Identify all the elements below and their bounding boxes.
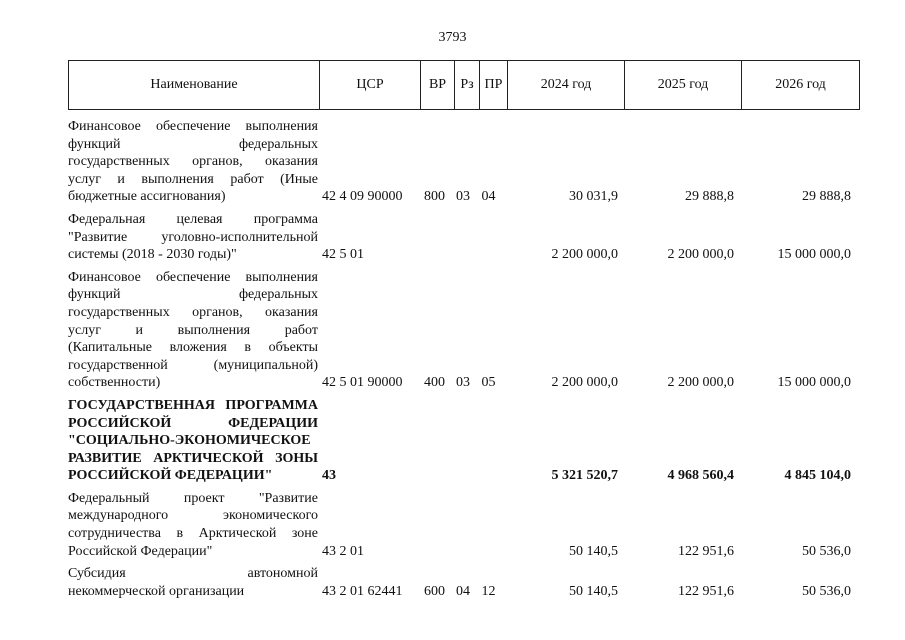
row-name-line: государственных органов, оказания <box>68 304 318 320</box>
header-vr: ВР <box>421 61 455 110</box>
cell-pr: 12 <box>481 583 496 599</box>
cell-y2025: 4 968 560,4 <box>667 468 734 484</box>
cell-csr: 42 5 01 <box>322 247 364 263</box>
row-name-line: Финансовое обеспечение выполнения <box>68 119 318 134</box>
row-name-line: услуг и выполнения работ <box>68 322 318 338</box>
cell-y2026: 15 000 000,0 <box>777 375 851 391</box>
cell-y2025: 122 951,6 <box>678 583 734 599</box>
cell-csr: 43 2 01 62441 <box>322 583 403 599</box>
row-name-line: РАЗВИТИЕ АРКТИЧЕСКОЙ ЗОНЫ <box>68 450 318 466</box>
cell-y2026: 15 000 000,0 <box>777 247 851 263</box>
cell-y2024: 50 140,5 <box>569 543 618 559</box>
row-name-line: Федеральная целевая программа <box>68 211 318 227</box>
table-row <box>68 269 852 392</box>
cell-y2024: 30 031,9 <box>569 189 618 205</box>
cell-y2024: 2 200 000,0 <box>551 375 618 391</box>
cell-y2026: 50 536,0 <box>802 583 851 599</box>
table-row <box>68 211 852 264</box>
cell-csr: 42 4 09 90000 <box>322 189 403 205</box>
table-row <box>68 397 852 485</box>
table-row <box>68 118 852 206</box>
cell-rz: 04 <box>456 583 470 599</box>
row-name-line: "СОЦИАЛЬНО-ЭКОНОМИЧЕСКОЕ <box>68 433 311 449</box>
row-name-line: (Капитальные вложения в объекты <box>68 340 318 356</box>
row-name <box>68 118 318 206</box>
row-name-line: услуг и выполнения работ (Иные <box>68 171 318 187</box>
cell-y2025: 29 888,8 <box>685 189 734 205</box>
cell-csr: 43 <box>322 468 336 484</box>
table-header <box>68 60 860 110</box>
row-name-line: функций федеральных <box>68 136 318 152</box>
cell-y2025: 2 200 000,0 <box>667 247 734 263</box>
cell-csr: 42 5 01 90000 <box>322 375 403 391</box>
row-name-line: РОССИЙСКОЙ ФЕДЕРАЦИИ <box>68 415 318 431</box>
cell-vr: 400 <box>424 375 445 391</box>
cell-y2026: 4 845 104,0 <box>784 468 851 484</box>
row-name-line: международного экономического <box>68 508 318 524</box>
header-csr: ЦСР <box>320 61 421 110</box>
cell-y2025: 122 951,6 <box>678 543 734 559</box>
row-name-line: государственной (муниципальной) <box>68 357 318 373</box>
row-name-line: собственности) <box>68 375 161 391</box>
cell-y2026: 29 888,8 <box>802 189 851 205</box>
cell-pr: 05 <box>481 375 496 391</box>
row-name <box>68 211 318 264</box>
table-body <box>68 118 852 605</box>
header-2024: 2024 год <box>508 61 625 110</box>
cell-rz: 03 <box>456 375 470 391</box>
header-2026: 2026 год <box>742 61 860 110</box>
header-rz: Рз <box>455 61 480 110</box>
row-name-line: ГОСУДАРСТВЕННАЯ ПРОГРАММА <box>68 397 318 413</box>
cell-vr: 600 <box>424 583 445 599</box>
row-name <box>68 565 318 600</box>
cell-y2026: 50 536,0 <box>802 543 851 559</box>
row-name-line: системы (2018 - 2030 годы)" <box>68 247 237 263</box>
row-name-line: РОССИЙСКОЙ ФЕДЕРАЦИИ" <box>68 468 273 484</box>
row-name-line: некоммерческой организации <box>68 583 245 599</box>
cell-pr: 04 <box>481 189 496 205</box>
cell-y2024: 2 200 000,0 <box>551 247 618 263</box>
row-name-line: Финансовое обеспечение выполнения <box>68 269 318 285</box>
header-2025: 2025 год <box>625 61 742 110</box>
cell-y2024: 50 140,5 <box>569 583 618 599</box>
row-name-line: Федеральный проект "Развитие <box>68 490 318 506</box>
table-row <box>68 490 852 560</box>
cell-csr: 43 2 01 <box>322 543 364 559</box>
row-name-line: сотрудничества в Арктической зоне <box>68 526 318 542</box>
row-name-line: Субсидия автономной <box>68 566 318 582</box>
row-name-line: государственных органов, оказания <box>68 154 318 170</box>
table-row <box>68 565 852 600</box>
row-name-line: Российской Федерации" <box>68 543 213 559</box>
cell-y2024: 5 321 520,7 <box>551 468 618 484</box>
row-name <box>68 490 318 560</box>
row-name <box>68 269 318 392</box>
cell-rz: 03 <box>456 189 470 205</box>
header-pr: ПР <box>480 61 508 110</box>
row-name <box>68 397 318 485</box>
cell-vr: 800 <box>424 189 445 205</box>
cell-y2025: 2 200 000,0 <box>667 375 734 391</box>
row-name-line: функций федеральных <box>68 287 318 303</box>
page-number: 3793 <box>438 30 467 45</box>
header-name: Наименование <box>69 61 320 110</box>
row-name-line: "Развитие уголовно-исполнительной <box>68 229 318 245</box>
row-name-line: бюджетные ассигнования) <box>68 189 226 205</box>
